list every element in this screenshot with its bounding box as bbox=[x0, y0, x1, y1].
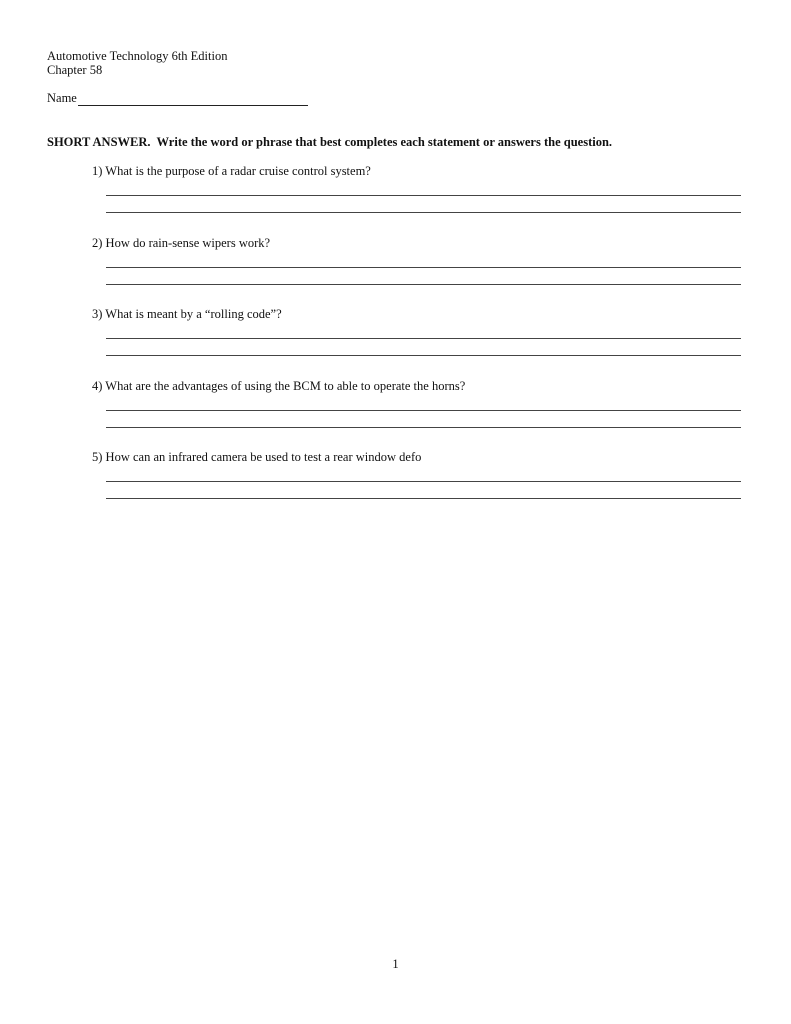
section-instructions bbox=[47, 135, 612, 150]
question-text: 1) What is the purpose of a radar cruise control system? bbox=[92, 164, 371, 178]
document-header bbox=[47, 49, 227, 77]
page-number: 1 bbox=[392, 957, 399, 971]
answer-line[interactable] bbox=[106, 284, 741, 285]
question-text: 5) How can an infrared camera be used to test a rear window defo bbox=[92, 450, 422, 464]
answer-line[interactable] bbox=[106, 481, 741, 482]
answer-line[interactable] bbox=[106, 267, 741, 268]
answer-line[interactable] bbox=[106, 498, 741, 499]
question-text: 4) What are the advantages of using the BCM to able to operate the horns? bbox=[92, 378, 466, 393]
answer-line[interactable] bbox=[106, 212, 741, 213]
question-list bbox=[92, 164, 742, 522]
question-text: 2) How do rain-sense wipers work? bbox=[92, 235, 271, 250]
answer-line[interactable] bbox=[106, 427, 741, 428]
question-item bbox=[92, 450, 742, 522]
question-item bbox=[92, 236, 742, 308]
chapter-label: Chapter 58 bbox=[47, 63, 103, 77]
answer-line[interactable] bbox=[106, 410, 741, 411]
question-item bbox=[92, 379, 742, 451]
name-blank-line[interactable] bbox=[78, 93, 308, 106]
answer-line[interactable] bbox=[106, 355, 741, 356]
question-item bbox=[92, 164, 742, 236]
section-heading: SHORT ANSWER. bbox=[47, 135, 151, 149]
question-text: 3) What is meant by a “rolling code”? bbox=[92, 307, 282, 321]
book-title: Automotive Technology 6th Edition bbox=[47, 49, 228, 63]
answer-line[interactable] bbox=[106, 338, 741, 339]
instructions-text: Write the word or phrase that best completes each statement or answers the question. bbox=[156, 135, 613, 149]
name-label: Name bbox=[47, 91, 77, 105]
name-field-row bbox=[47, 91, 308, 106]
question-item bbox=[92, 307, 742, 379]
answer-line[interactable] bbox=[106, 195, 741, 196]
